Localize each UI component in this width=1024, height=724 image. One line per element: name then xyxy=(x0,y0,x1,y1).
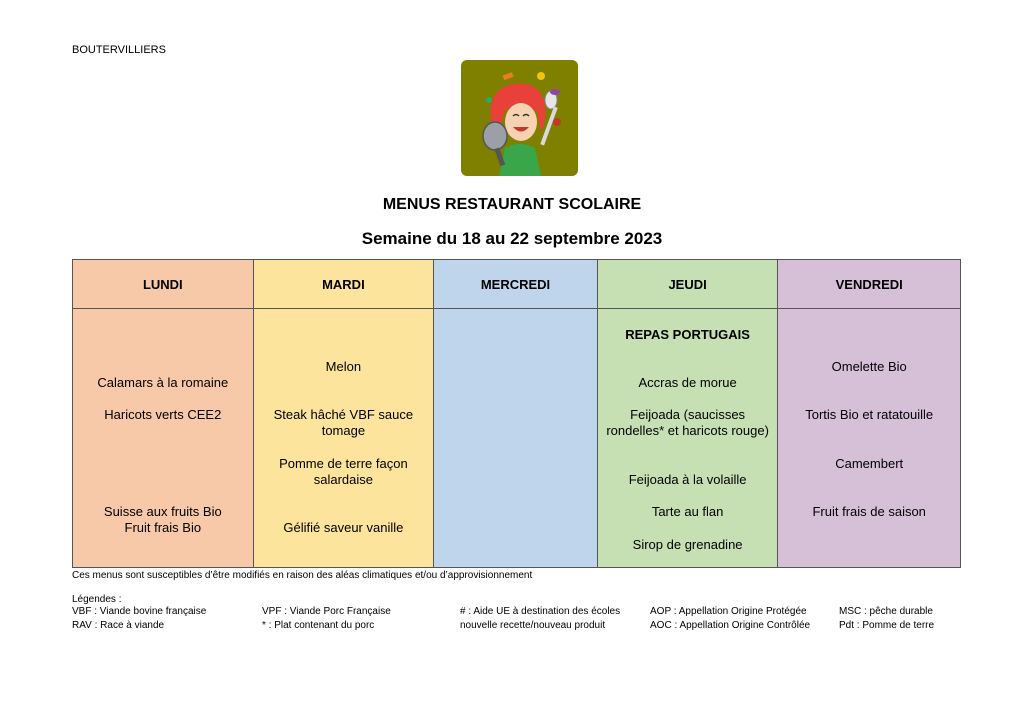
day-header: MARDI xyxy=(254,260,434,309)
menu-item: Fruit frais de saison xyxy=(812,504,926,519)
legend-entry: AOC : Appellation Origine Contrôlée xyxy=(650,620,811,631)
legend-entry: # : Aide UE à destination des écoles xyxy=(460,606,621,617)
menu-item: Haricots verts CEE2 xyxy=(104,407,222,422)
menu-item: Omelette Bio xyxy=(831,359,907,374)
menu-item: Tarte au flan xyxy=(651,504,724,519)
menu-item: Feijoada (saucisses rondelles* et haricots rouge) xyxy=(606,407,769,438)
page-title: MENUS RESTAURANT SCOLAIRE xyxy=(382,196,642,213)
day-column-mardi xyxy=(254,260,435,567)
day-column-lundi xyxy=(73,260,254,567)
menu-item: Melon xyxy=(325,359,362,374)
menu-table xyxy=(72,259,961,568)
disclaimer-note: Ces menus sont susceptibles d’être modifiés en raison des aléas climatiques et/ou d’approvisionnement xyxy=(72,570,533,581)
legend-entry: Pdt : Pomme de terre xyxy=(839,620,935,631)
menu-theme: REPAS PORTUGAIS xyxy=(625,327,750,342)
day-header: LUNDI xyxy=(73,260,253,309)
menu-item: Pomme de terre façon salardaise xyxy=(279,456,408,487)
day-column-jeudi xyxy=(598,260,779,567)
legend-entry: VBF : Viande bovine française xyxy=(72,606,207,617)
menu-item: Suisse aux fruits Bio xyxy=(103,504,222,519)
day-header: MERCREDI xyxy=(434,260,597,309)
menu-item: Tortis Bio et ratatouille xyxy=(805,407,934,422)
day-header: VENDREDI xyxy=(778,260,960,309)
menu-item: Gélifié saveur vanille xyxy=(283,520,404,535)
legend-title: Légendes : xyxy=(72,594,122,605)
legend-entry: * : Plat contenant du porc xyxy=(262,620,375,631)
chef-girl-icon xyxy=(461,60,578,176)
menu-item: Accras de morue xyxy=(638,375,737,390)
day-column-mercredi xyxy=(434,260,598,567)
organization-name: BOUTERVILLIERS xyxy=(72,44,166,56)
menu-item: Steak hâché VBF sauce tomage xyxy=(273,407,414,438)
menu-item: Sirop de grenadine xyxy=(632,537,743,552)
menu-item: Calamars à la romaine xyxy=(97,375,229,390)
menu-item: Feijoada à la volaille xyxy=(628,472,747,487)
legend-entry: RAV : Race à viande xyxy=(72,620,165,631)
legend-entry: MSC : pêche durable xyxy=(839,606,933,617)
menu-item: Camembert xyxy=(835,456,904,471)
day-header: JEUDI xyxy=(598,260,778,309)
legend-entry: AOP : Appellation Origine Protégée xyxy=(650,606,807,617)
legend-entry: VPF : Viande Porc Française xyxy=(262,606,391,617)
menu-item: Fruit frais Bio xyxy=(124,520,202,535)
week-subtitle: Semaine du 18 au 22 septembre 2023 xyxy=(361,229,663,248)
day-column-vendredi xyxy=(778,260,960,567)
legend-entry: nouvelle recette/nouveau produit xyxy=(460,620,606,631)
